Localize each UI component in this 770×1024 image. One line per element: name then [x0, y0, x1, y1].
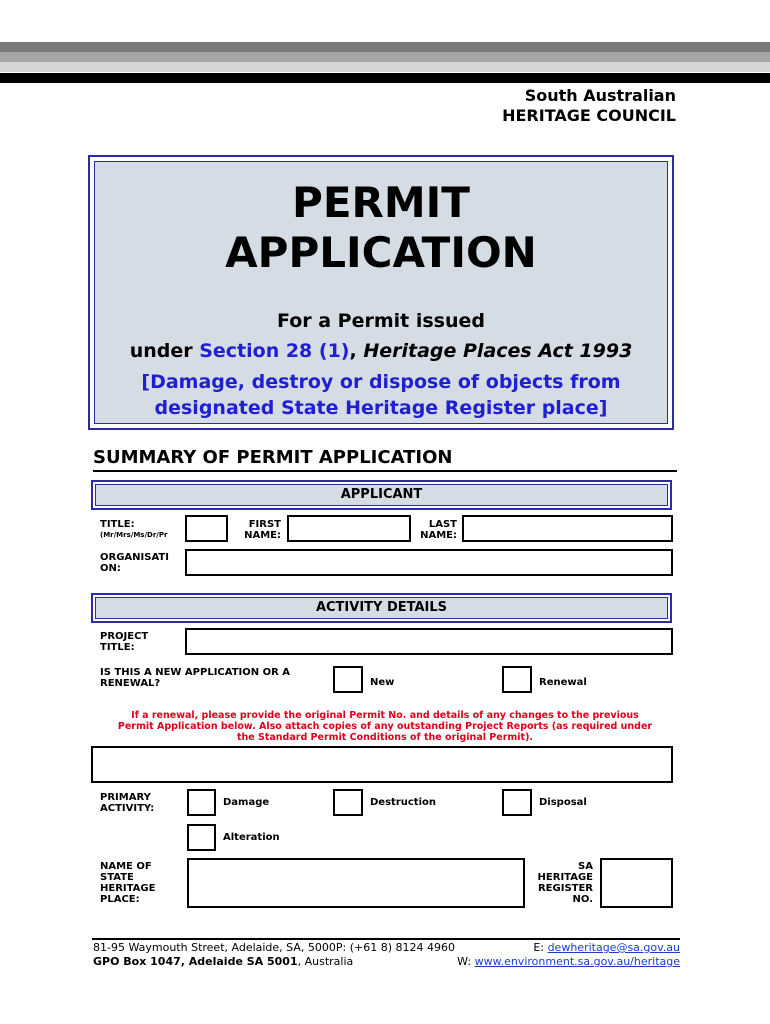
place-name-label-4: PLACE: — [100, 894, 140, 905]
first-name-label-2: NAME: — [244, 530, 281, 541]
stripe-light-grey — [0, 62, 770, 72]
first-name-label — [238, 519, 281, 541]
organisation-field[interactable] — [185, 549, 673, 576]
footer-address: 81-95 Waymouth Street, Adelaide, SA, 5000 — [93, 941, 336, 954]
destruction-checkbox[interactable] — [333, 789, 363, 816]
title-hint: (Mr/Mrs/Ms/Dr/Pr — [100, 531, 168, 539]
renewal-details-field[interactable] — [91, 746, 673, 783]
purpose-line-2: designated State Heritage Register place] — [154, 397, 608, 419]
last-name-label — [410, 519, 457, 541]
disposal-label: Disposal — [539, 797, 587, 808]
purpose-line-1: [Damage, destroy or dispose of objects from — [141, 371, 621, 393]
last-name-label-1: LAST — [428, 519, 457, 530]
project-title-label-1: PROJECT — [100, 631, 149, 642]
renewal-note-line-1: If a renewal, please provide the original Permit No. and details of any changes to the previous — [131, 710, 639, 721]
new-or-renewal-question — [100, 667, 290, 689]
primary-activity-label-1: PRIMARY — [100, 792, 151, 803]
place-name-label-2: STATE — [100, 872, 134, 883]
project-title-field[interactable] — [185, 628, 673, 655]
footer-country: , Australia — [297, 955, 354, 968]
title-box-inner — [94, 161, 668, 424]
act-name: Heritage Places Act 1993 — [363, 340, 633, 362]
first-name-field[interactable] — [287, 515, 411, 542]
footer-po-box: GPO Box 1047, Adelaide SA 5001 — [93, 955, 298, 968]
register-no-label-2: HERITAGE — [537, 872, 593, 883]
organisation-label-2: ON: — [100, 563, 121, 574]
new-or-renewal-question-2: RENEWAL? — [100, 678, 161, 689]
renewal-label: Renewal — [539, 677, 587, 688]
footer-phone: P: (+61 8) 8124 4960 — [335, 941, 455, 954]
register-no-label-4: NO. — [572, 894, 593, 905]
destruction-label: Destruction — [370, 797, 436, 808]
register-no-label-1: SA — [578, 861, 593, 872]
first-name-label-1: FIRST — [248, 519, 281, 530]
last-name-field[interactable] — [462, 515, 673, 542]
title-line-2: APPLICATION — [225, 228, 537, 277]
renewal-note-line-3: the Standard Permit Conditions of the original Permit). — [236, 732, 534, 743]
council-line-1: South Australian — [524, 86, 676, 105]
project-title-label-2: TITLE: — [100, 642, 135, 653]
title-line-1: PERMIT — [292, 178, 470, 227]
applicant-section-header — [91, 480, 672, 510]
section-reference: Section 28 (1) — [199, 340, 350, 362]
place-name-label-3: HERITAGE — [100, 883, 156, 894]
renewal-note — [92, 710, 678, 743]
footer-web-label: W: — [457, 955, 475, 968]
new-label: New — [370, 677, 395, 688]
damage-label: Damage — [223, 797, 270, 808]
council-name — [502, 86, 676, 126]
register-no-field[interactable] — [600, 858, 673, 908]
subtitle-under: under — [129, 340, 200, 362]
register-no-label — [527, 861, 593, 905]
alteration-checkbox[interactable] — [187, 824, 216, 851]
organisation-label-1: ORGANISATI — [100, 552, 169, 563]
footer-address-line — [93, 941, 455, 955]
subtitle-line-2 — [95, 334, 667, 368]
disposal-checkbox[interactable] — [502, 789, 532, 816]
header-stripes — [0, 42, 770, 84]
damage-checkbox[interactable] — [187, 789, 216, 816]
place-name-label — [100, 861, 155, 905]
footer-web-link[interactable]: www.environment.sa.gov.au/heritage — [474, 955, 680, 968]
applicant-heading: APPLICANT — [95, 484, 668, 506]
stripe-black — [0, 73, 770, 83]
footer-email-label: E: — [533, 941, 548, 954]
council-line-2: HERITAGE COUNCIL — [502, 106, 676, 125]
summary-heading: SUMMARY OF PERMIT APPLICATION — [93, 447, 677, 472]
stripe-dark-grey — [0, 42, 770, 52]
subtitle-line-1: For a Permit issued — [276, 310, 486, 332]
footer-email-line — [533, 941, 680, 955]
subtitle-comma: , — [349, 340, 364, 362]
title-box — [88, 155, 674, 430]
organisation-label — [100, 552, 169, 574]
project-title-label — [100, 631, 148, 653]
footer-po-box-line — [93, 955, 353, 969]
footer-divider — [92, 938, 680, 940]
last-name-label-2: NAME: — [420, 530, 457, 541]
title-label: TITLE: — [100, 519, 135, 530]
place-name-field[interactable] — [187, 858, 525, 908]
alteration-label: Alteration — [223, 832, 280, 843]
title-field[interactable] — [185, 515, 228, 542]
register-no-label-3: REGISTER — [537, 883, 593, 894]
stripe-grey — [0, 52, 770, 62]
primary-activity-label-2: ACTIVITY: — [100, 803, 155, 814]
renewal-note-line-2: Permit Application below. Also attach copies of any outstanding Project Reports (as required under — [117, 721, 653, 732]
new-checkbox[interactable] — [333, 666, 363, 693]
activity-section-header — [91, 593, 672, 623]
place-name-label-1: NAME OF — [100, 861, 152, 872]
footer-email-link[interactable]: dewheritage@sa.gov.au — [547, 941, 680, 954]
new-or-renewal-question-1: IS THIS A NEW APPLICATION OR A — [100, 667, 291, 678]
activity-heading: ACTIVITY DETAILS — [95, 597, 668, 619]
footer-web-line — [457, 955, 680, 969]
renewal-checkbox[interactable] — [502, 666, 532, 693]
primary-activity-label — [100, 792, 154, 814]
